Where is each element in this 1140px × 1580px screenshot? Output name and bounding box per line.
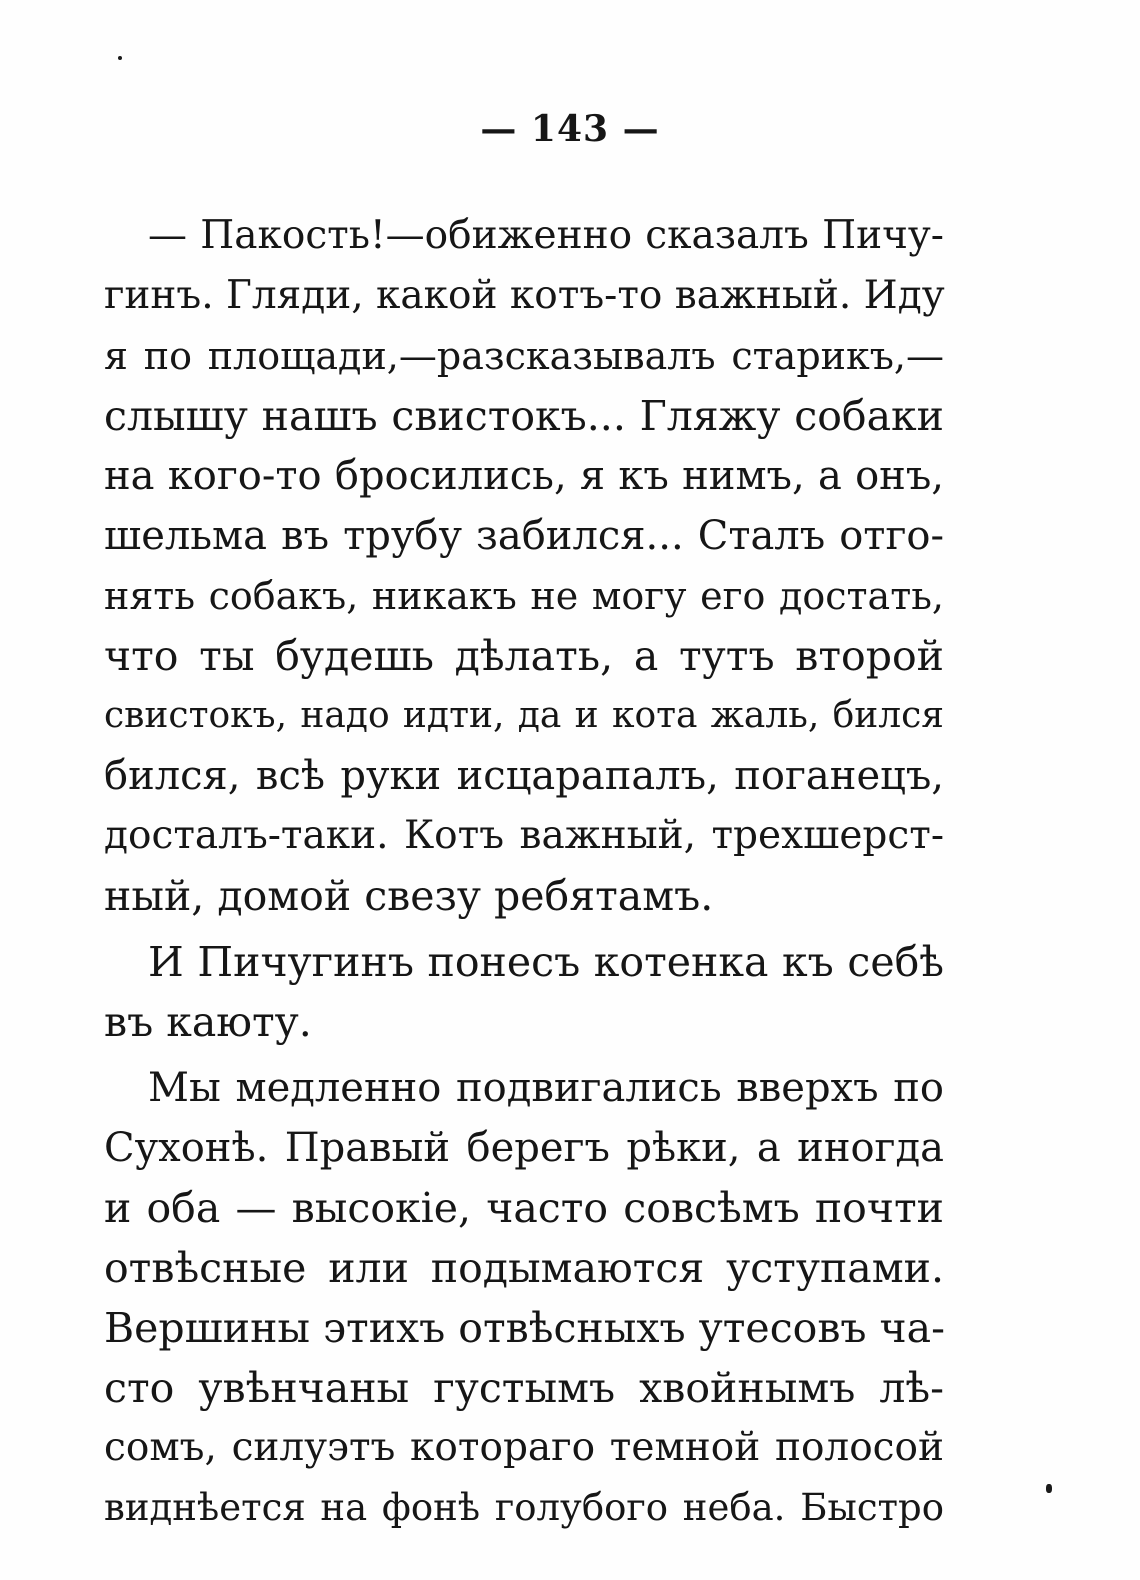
text-line: виднѣется на фонѣ голубого неба. Быстро — [104, 1486, 944, 1529]
ink-speck — [1046, 1484, 1052, 1493]
text-line: шельма въ трубу забился... Сталъ отго- — [104, 513, 944, 559]
text-line: И Пичугинъ понесъ котенка къ себѣ — [148, 938, 944, 986]
text-line: Сухонѣ. Правый берегъ рѣки, а иногда — [104, 1125, 944, 1171]
text-line: сомъ, силуэтъ котораго темной полосой — [104, 1425, 944, 1470]
text-line: сто увѣнчаны густымъ хвойнымъ лѣ- — [104, 1364, 944, 1412]
text-line: свистокъ, надо идти, да и кота жаль, бился — [104, 695, 944, 736]
text-line: отвѣсные или подымаются уступами. — [104, 1244, 944, 1292]
text-line: — Пакость!—обиженно сказалъ Пичу- — [148, 213, 944, 258]
text-line: на кого-то бросились, я къ нимъ, а онъ, — [104, 453, 944, 499]
text-line: въ каюту. — [104, 998, 312, 1046]
text-line: Вершины этихъ отвѣсныхъ утесовъ ча- — [104, 1304, 945, 1352]
text-line: я по площади,—разсказывалъ старикъ,— — [104, 334, 944, 378]
page-number: — 143 — — [480, 108, 660, 150]
text-line: слышу нашъ свистокъ... Гляжу собаки — [104, 392, 944, 440]
text-line: Мы медленно подвигались вверхъ по — [148, 1065, 944, 1111]
text-line: бился, всѣ руки исцарапалъ, поганецъ, — [104, 753, 944, 799]
text-line: что ты будешь дѣлать, а тутъ второй — [104, 632, 944, 680]
text-line: нять собакъ, никакъ не могу его достать, — [104, 574, 944, 618]
text-line: ный, домой свезу ребятамъ. — [104, 872, 714, 920]
text-line: гинъ. Гляди, какой котъ-то важный. Иду — [104, 273, 945, 318]
text-line: досталъ-таки. Котъ важный, трехшерст- — [104, 813, 944, 858]
text-line: и оба — высокіе, часто совсѣмъ почти — [104, 1184, 944, 1232]
ink-speck — [118, 56, 122, 60]
